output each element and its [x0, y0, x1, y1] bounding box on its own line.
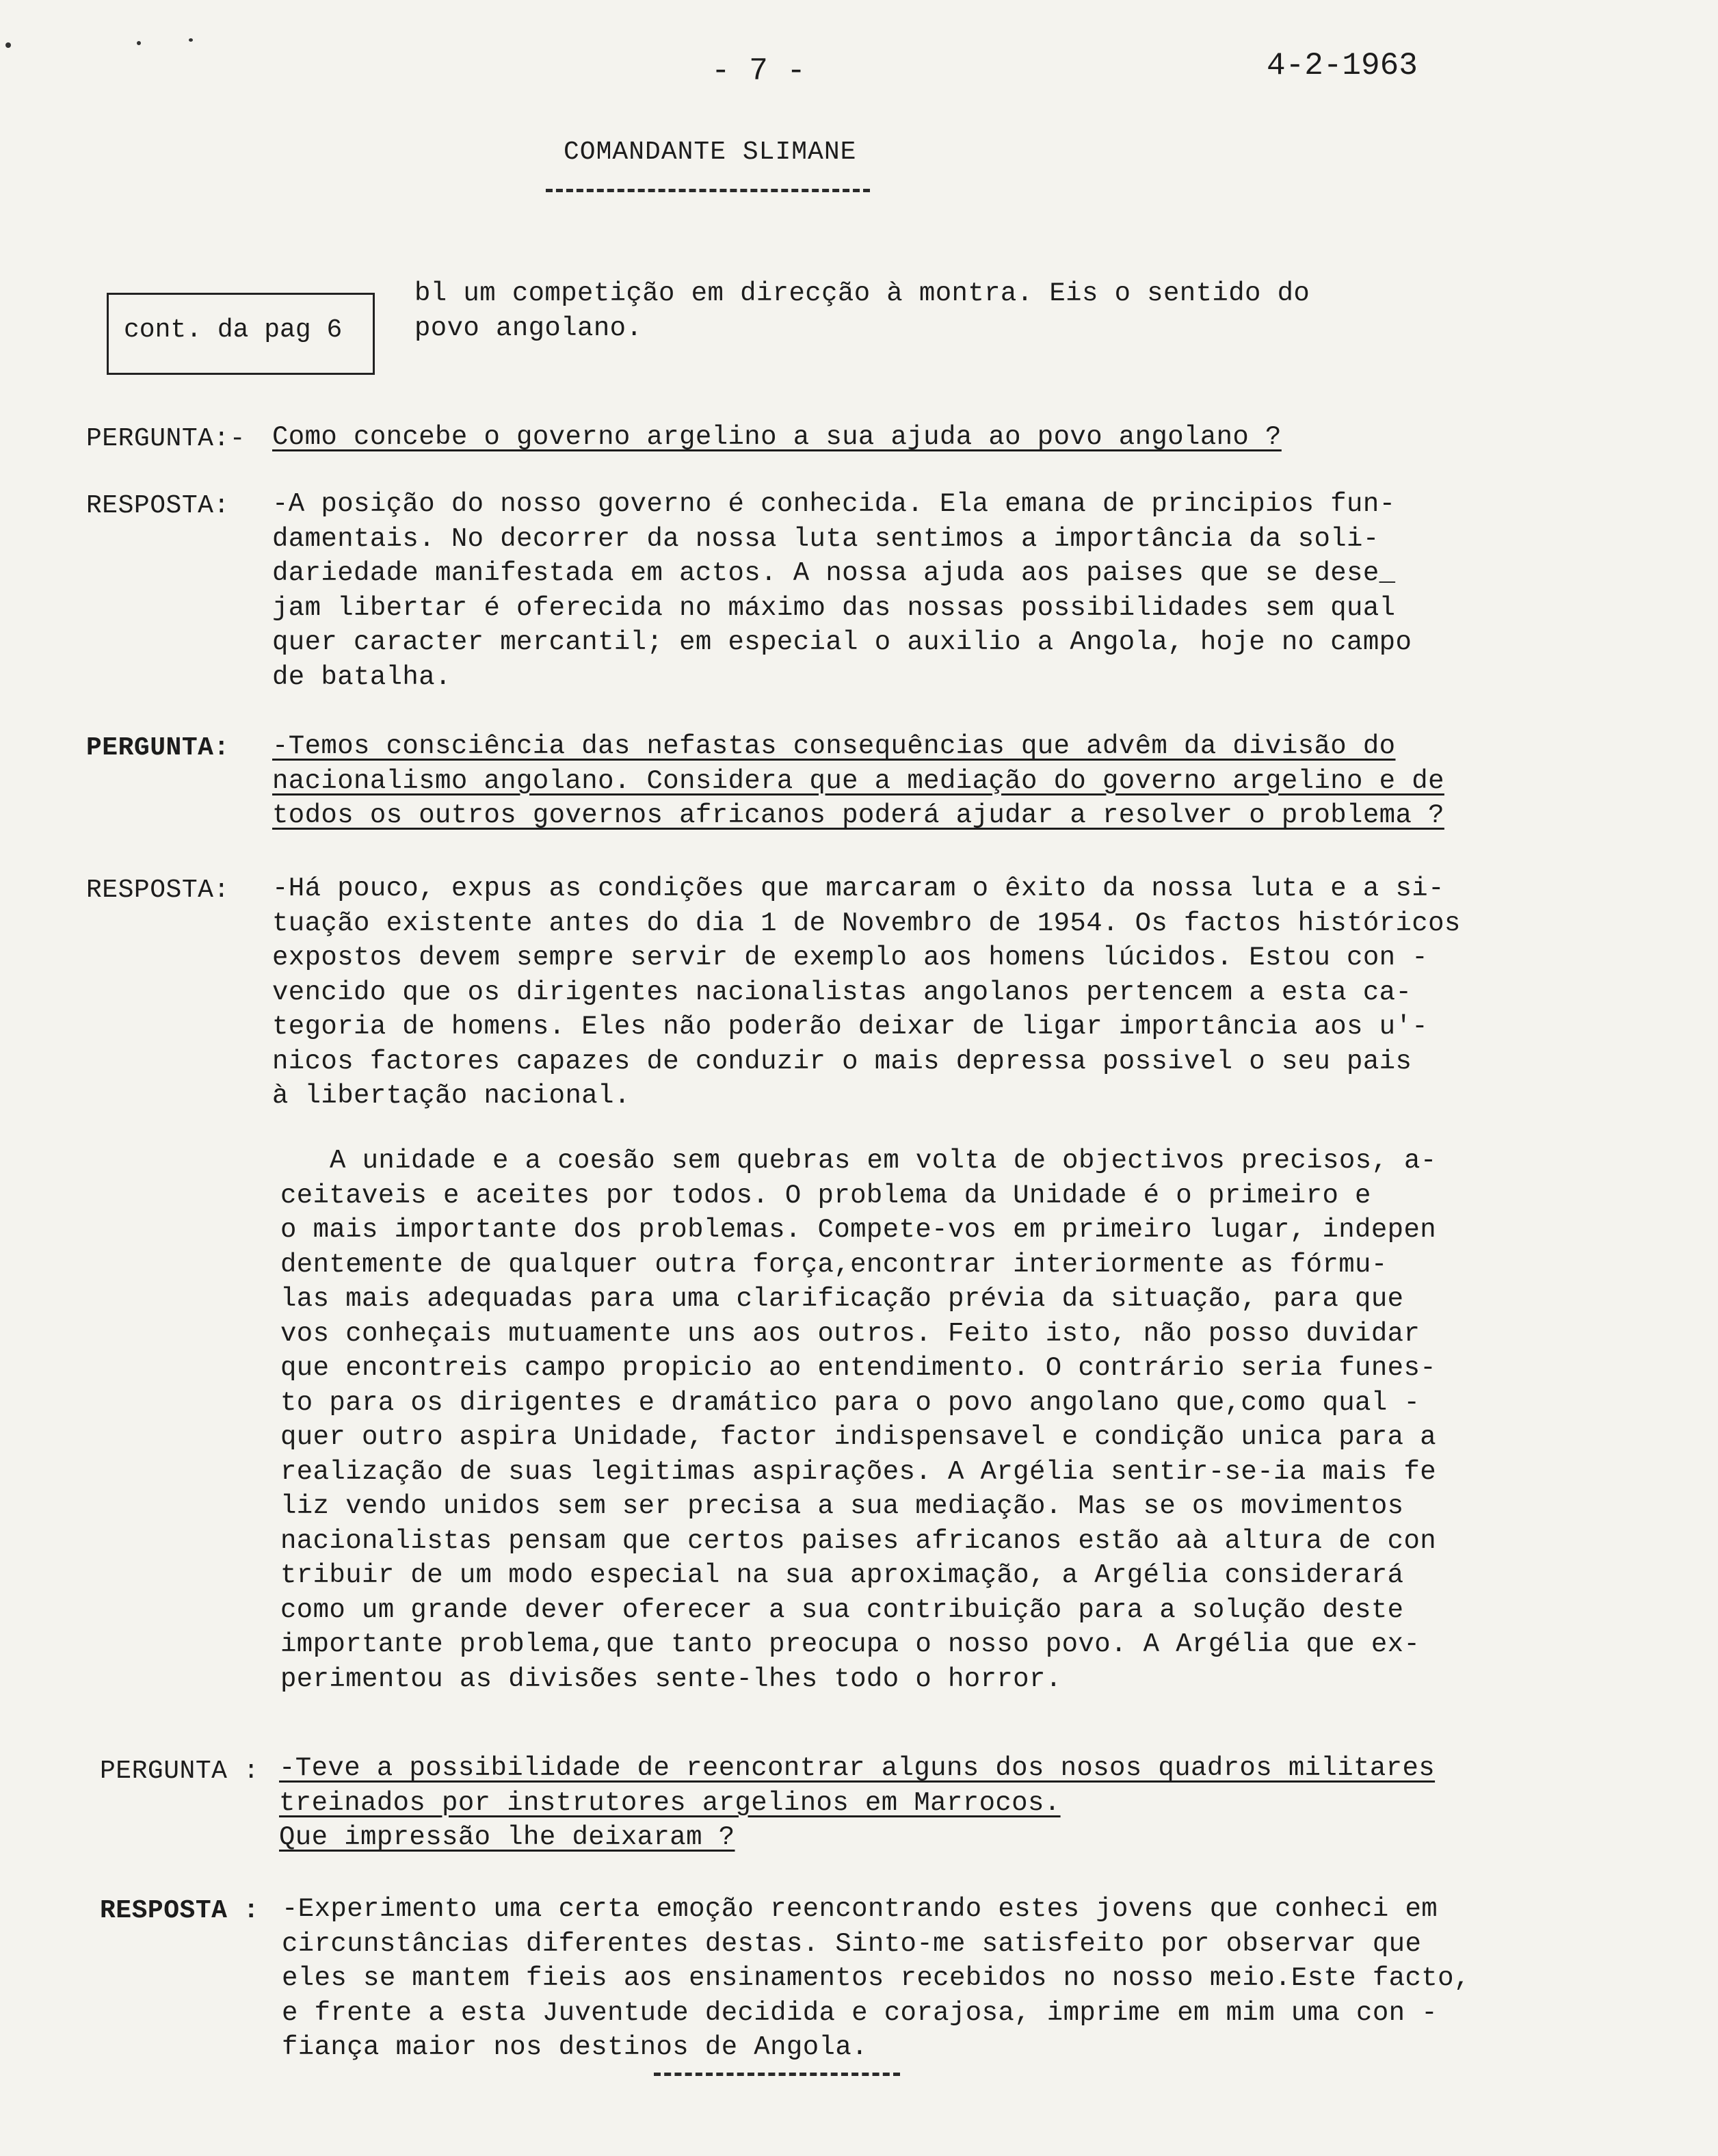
text-line: dariedade manifestada em actos. A nossa ajuda aos paises que se dese_ — [272, 558, 1396, 588]
text-line: dentemente de qualquer outra força,encontrar interiormente as fórmu- — [280, 1249, 1388, 1280]
answer-text — [272, 871, 1461, 1114]
document-title: COMANDANTE SLIMANE — [564, 137, 857, 167]
question-label: PERGUNTA:- — [86, 424, 246, 453]
text-line: -Experimento uma certa emoção reencontrando estes jovens que conheci em — [282, 1894, 1438, 1924]
text-line: treinados por instrutores argelinos em Marrocos. — [279, 1787, 1061, 1818]
text-line: nacionalistas pensam que certos paises africanos estão aà altura de con — [280, 1525, 1437, 1556]
question-label: PERGUNTA: — [86, 733, 230, 763]
document-date: 4-2-1963 — [1267, 48, 1418, 83]
continuation-text — [414, 276, 1310, 345]
answer-continuation — [280, 1144, 1437, 1696]
text-line: A unidade e a coesão sem quebras em volta de objectivos precisos, a- — [330, 1146, 1437, 1176]
text-line: circunstâncias diferentes destas. Sinto-me satisfeito por observar que — [282, 1928, 1422, 1959]
text-line: ceitaveis e aceites por todos. O problema da Unidade é o primeiro e — [280, 1180, 1371, 1211]
text-line: tuação existente antes do dia 1 de Novembro de 1954. Os factos históricos — [272, 908, 1461, 938]
text-line: Como concebe o governo argelino a sua ajuda ao povo angolano ? — [272, 422, 1282, 452]
text-line: nicos factores capazes de conduzir o mais depressa possivel o seu pais — [272, 1046, 1412, 1077]
continuation-box-label: cont. da pag 6 — [124, 315, 343, 345]
answer-text — [272, 487, 1412, 694]
text-line: tegoria de homens. Eles não poderão deixar de ligar importância aos u'- — [272, 1012, 1429, 1042]
text-line: importante problema,que tanto preocupa o nosso povo. A Argélia que ex- — [280, 1629, 1420, 1659]
paper-speck — [5, 42, 11, 48]
text-line: vencido que os dirigentes nacionalistas angolanos pertencem a esta ca- — [272, 977, 1412, 1008]
title-rule — [546, 189, 870, 192]
text-line: eles se mantem fieis aos ensinamentos recebidos no nosso meio.Este facto, — [282, 1963, 1470, 1993]
text-line: Que impressão lhe deixaram ? — [279, 1822, 735, 1852]
text-line: realização de suas legitimas aspirações. A Argélia sentir-se-ia mais fe — [280, 1456, 1437, 1487]
text-line: como um grande dever oferecer a sua contribuição para a solução deste — [280, 1594, 1404, 1625]
question-text — [279, 1751, 1435, 1855]
paper-speck — [189, 38, 193, 42]
text-line: nacionalismo angolano. Considera que a mediação do governo argelino e de — [272, 765, 1444, 796]
text-line: todos os outros governos africanos poderá ajudar a resolver o problema ? — [272, 800, 1444, 830]
text-line: à libertação nacional. — [272, 1081, 631, 1111]
text-line: expostos devem sempre servir de exemplo aos homens lúcidos. Estou con - — [272, 943, 1429, 973]
text-line: las mais adequadas para uma clarificação prévia da situação, para que — [280, 1284, 1404, 1314]
text-line: -Há pouco, expus as condições que marcaram o êxito da nossa luta e a si- — [272, 873, 1444, 904]
page-number: - 7 - — [711, 53, 806, 89]
text-line: perimentou as divisões sente-lhes todo o horror. — [280, 1664, 1062, 1694]
question-text — [272, 420, 1282, 455]
text-line: liz vendo unidos sem ser precisa a sua mediação. Mas se os movimentos — [280, 1491, 1404, 1521]
text-line: que encontreis campo propicio ao entendimento. O contrário seria funes- — [280, 1353, 1437, 1383]
text-line: quer caracter mercantil; em especial o auxilio a Angola, hoje no campo — [272, 627, 1412, 657]
paper-speck — [137, 41, 141, 45]
text-line: vos conheçais mutuamente uns aos outros. Feito isto, não posso duvidar — [280, 1318, 1420, 1349]
question-text — [272, 729, 1444, 833]
answer-label: RESPOSTA: — [86, 491, 230, 521]
text-line: tribuir de um modo especial na sua aproximação, a Argélia considerará — [280, 1560, 1404, 1590]
text-line: fiança maior nos destinos de Angola. — [282, 2032, 868, 2062]
text-line: bl um competição em direcção à montra. Eis o sentido do — [414, 278, 1310, 308]
text-line: damentais. No decorrer da nossa luta sentimos a importância da soli- — [272, 523, 1379, 554]
end-rule — [654, 2073, 900, 2076]
text-line: -Teve a possibilidade de reencontrar alguns dos nosos quadros militares — [279, 1753, 1436, 1783]
text-line: povo angolano. — [414, 313, 643, 343]
text-line: de batalha. — [272, 661, 451, 692]
answer-label: RESPOSTA: — [86, 876, 230, 905]
text-line: jam libertar é oferecida no máximo das nossas possibilidades sem qual — [272, 592, 1396, 623]
answer-label: RESPOSTA : — [100, 1896, 260, 1925]
text-line: to para os dirigentes e dramático para o povo angolano que,como qual - — [280, 1387, 1420, 1418]
text-line: e frente a esta Juventude decidida e corajosa, imprime em mim uma con - — [282, 1997, 1438, 2028]
question-label: PERGUNTA : — [100, 1757, 260, 1786]
text-line: o mais importante dos problemas. Compete-vos em primeiro lugar, indepen — [280, 1215, 1437, 1245]
text-line: -A posição do nosso governo é conhecida. Ela emana de principios fun- — [272, 489, 1396, 519]
continuation-box — [107, 293, 375, 375]
text-line: -Temos consciência das nefastas consequências que advêm da divisão do — [272, 731, 1396, 761]
answer-text — [282, 1892, 1470, 2065]
text-line: quer outro aspira Unidade, factor indispensavel e condição unica para a — [280, 1422, 1437, 1452]
